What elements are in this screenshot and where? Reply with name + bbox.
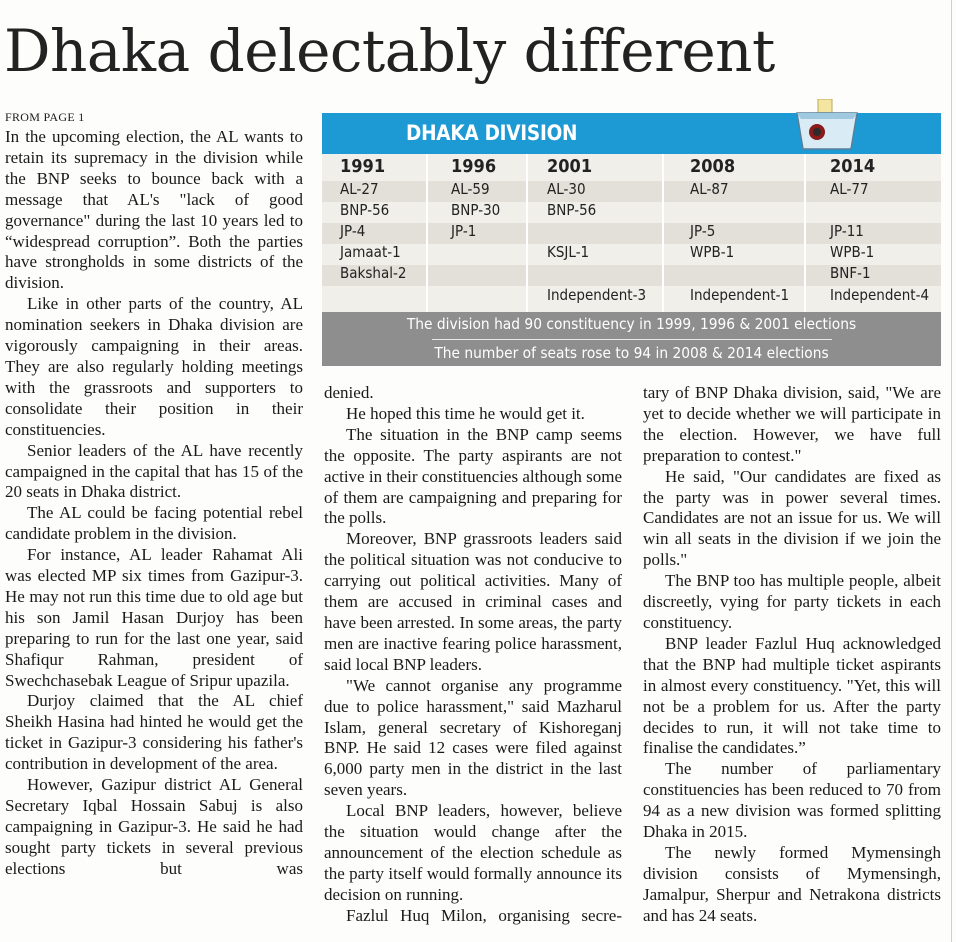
dhaka-division-graphic xyxy=(322,113,941,366)
table-cell: AL-30 xyxy=(547,180,586,198)
table-cell: Jamaat-1 xyxy=(340,243,401,261)
paragraph: Durjoy claimed that the AL chief Sheikh Hasina had hinted he would get the ticket in Gazipur-3 considering his father's contribution in development of the area. xyxy=(5,691,303,774)
paragraph: tary of BNP Dhaka division, said, "We are yet to decide whether we will participate in the election. However, we have full preparation to contest." xyxy=(643,383,941,465)
article-column-1 xyxy=(5,127,303,880)
paragraph: For instance, AL leader Rahamat Ali was elected MP six times from Gazipur-3. He may not run this time due to old age but his son Jamil Hasan Durjoy has been preparing to run for the last one year, said Shafiqur Rahman, president of Swechchasebak League of Sripur upazila. xyxy=(5,545,303,690)
table-cell: WPB-1 xyxy=(690,243,735,261)
table-cell: Independent-1 xyxy=(690,286,790,304)
table-cell: Independent-3 xyxy=(547,286,647,304)
paragraph: The AL could be facing potential rebel candidate problem in the division. xyxy=(5,503,303,544)
paragraph: Like in other parts of the country, AL nomination seekers in Dhaka division are vigorously campaigning in their areas. They are also regularly holding meetings with the grassroots and supporters to consolidate their position in their constituencies. xyxy=(5,294,303,439)
year-header: 1996 xyxy=(451,156,497,177)
paragraph: Moreover, BNP grassroots leaders said the political situation was not conducive to carrying out political activities. Many of them are accused in criminal cases and have been arrested. In some areas, the party men are inactive fearing police harassment, said local BNP leaders. xyxy=(324,529,622,674)
article-column-3 xyxy=(643,383,941,927)
column-separator xyxy=(426,154,428,314)
table-cell: BNP-56 xyxy=(547,201,597,219)
paragraph: Senior leaders of the AL have recently campaigned in the capital that has 15 of the 20 seats in Dhaka district. xyxy=(5,440,303,502)
paragraph: denied. xyxy=(324,383,374,402)
column-separator xyxy=(526,154,528,314)
table-cell: Independent-4 xyxy=(830,286,930,304)
paragraph: The situation in the BNP camp seems the opposite. The party aspirants are not active in their constituencies although some of them are campaigning and preparing for the polls. xyxy=(324,424,622,528)
continuation-label: FROM PAGE 1 xyxy=(5,110,85,124)
results-table xyxy=(322,154,941,314)
year-header: 2008 xyxy=(690,156,736,177)
table-cell: JP-1 xyxy=(451,222,477,240)
table-cell: BNP-56 xyxy=(340,201,390,219)
cropped-header-strip xyxy=(0,0,956,8)
table-cell: JP-11 xyxy=(830,222,864,240)
article-column-2 xyxy=(324,383,622,927)
table-cell: AL-77 xyxy=(830,180,869,198)
table-cell: JP-4 xyxy=(340,222,366,240)
paragraph: "We cannot organise any programme due to police harassment," said Mazharul Islam, general secretary of Kishoreganj BNP. He said 12 cases were filed against 6,000 party men in the district in the last seven years. xyxy=(324,675,622,800)
column-separator xyxy=(804,154,806,314)
table-cell: AL-87 xyxy=(690,180,729,198)
table-cell: KSJL-1 xyxy=(547,243,590,261)
table-cell: Bakshal-2 xyxy=(340,264,407,282)
table-cell: AL-27 xyxy=(340,180,379,198)
column-separator xyxy=(662,154,664,314)
table-cell: BNF-1 xyxy=(830,264,871,282)
paragraph: The newly formed Mymensingh division consists of Mymensingh, Jamalpur, Sherpur and Netrakona districts and has 24 seats. xyxy=(643,842,941,925)
table-cell: AL-59 xyxy=(451,180,490,198)
footer-note-1: The division had 90 constituency in 1999, 1996 & 2001 elections xyxy=(406,315,857,333)
table-cell: WPB-1 xyxy=(830,243,875,261)
headline: Dhaka delectably different xyxy=(4,17,775,85)
paragraph: He said, "Our candidates are fixed as the party was in power several times. Candidates are not an issue for us. We will win all seats in the division if we join the polls." xyxy=(643,466,941,570)
year-header: 1991 xyxy=(340,156,386,177)
paragraph: Local BNP leaders, however, believe the situation would change after the announcement of the election schedule as the party itself would formally announce its decision on running. xyxy=(324,801,622,904)
table-cell: BNP-30 xyxy=(451,201,501,219)
paragraph: However, Gazipur district AL General Secretary Iqbal Hossain Sabuj is also campaigning in Gazipur-3. He said he had sought party tickets in several previous elections but was xyxy=(5,775,303,878)
paragraph: He hoped this time he would get it. xyxy=(346,403,585,423)
table-cell: JP-5 xyxy=(690,222,716,240)
graphic-title: DHAKA DIVISION xyxy=(406,121,578,145)
page-edge-rule xyxy=(951,0,952,942)
ballot-box-icon xyxy=(793,99,861,153)
paragraph: BNP leader Fazlul Huq acknowledged that the BNP had multiple ticket aspirants in almost every constituency. "Yet, this will not be a problem for us. After the party decides to run, it will not take time to finalise the candidates.” xyxy=(643,633,941,758)
year-header: 2001 xyxy=(547,156,593,177)
paragraph: The number of parliamentary constituencies has been reduced to 70 from 94 as a new division was formed splitting Dhaka in 2015. xyxy=(643,759,941,842)
footer-note-2: The number of seats rose to 94 in 2008 & 2014 elections xyxy=(434,344,829,362)
footer-divider xyxy=(432,339,832,340)
paragraph: Fazlul Huq Milon, organising secre- xyxy=(346,905,622,925)
graphic-footer xyxy=(322,312,941,366)
paragraph: The BNP too has multiple people, albeit discreetly, vying for party tickets in each constituency. xyxy=(643,571,941,632)
paragraph: In the upcoming election, the AL wants to retain its supremacy in the division while the BNP seeks to bounce back with a message that AL's "lack of good governance" during the last 10 years led to “widespread corruption”. Both the parties have strongholds in some districts of the division. xyxy=(5,127,303,293)
year-header: 2014 xyxy=(830,156,876,177)
